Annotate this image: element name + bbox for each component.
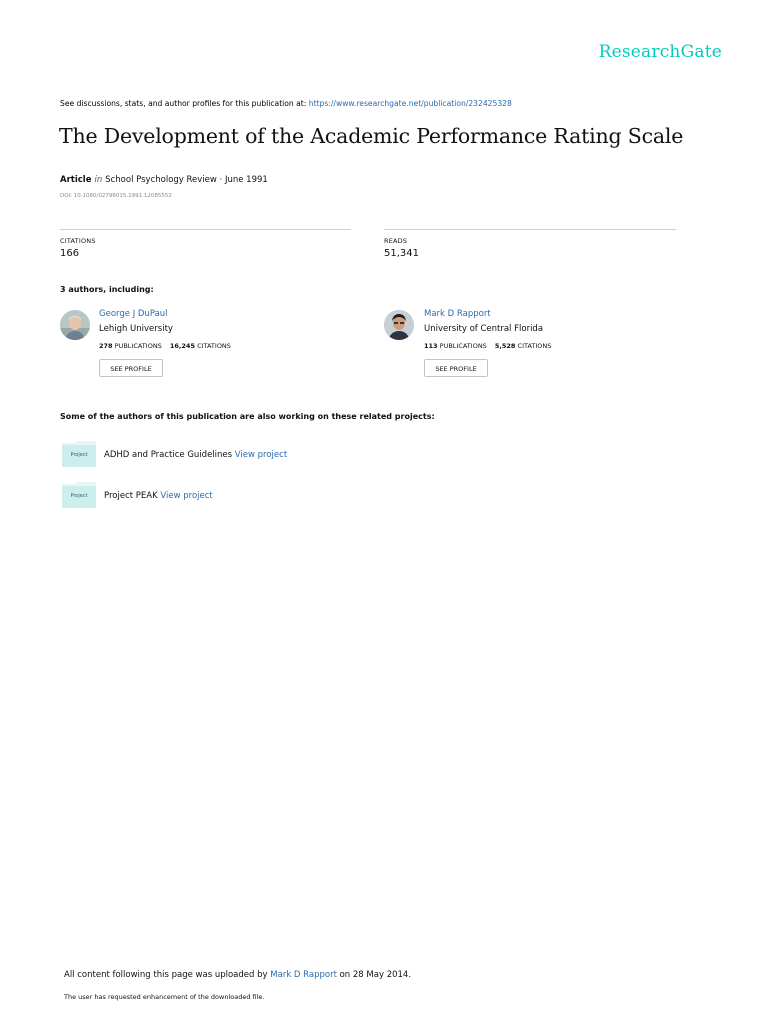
project-icon-label: Project [70, 452, 88, 458]
citations-value: 166 [60, 248, 80, 259]
author-institution: University of Central Florida [424, 324, 544, 334]
project-name: ADHD and Practice Guidelines [104, 450, 233, 460]
projects-heading: Some of the authors of this publication are also working on these related projects: [60, 412, 435, 421]
avatar-photo-icon [60, 310, 90, 340]
author-stats [99, 342, 231, 350]
journal-info: School Psychology Review · June 1991 [105, 175, 268, 185]
article-type: Article [60, 175, 92, 185]
doi: DOI: 10.1080/02796015.1991.12085552 [60, 193, 172, 199]
project-folder-icon [62, 482, 96, 508]
authors-heading: 3 authors, including: [60, 285, 154, 294]
in-label: in [94, 175, 103, 185]
divider-reads [384, 229, 676, 230]
reads-label: READS [384, 237, 408, 245]
author-citations-label: CITATIONS [517, 342, 552, 350]
view-project-link[interactable]: View project [160, 491, 213, 501]
view-project-link[interactable]: View project [234, 450, 288, 460]
avatar[interactable] [384, 310, 414, 340]
author-stats [424, 342, 551, 350]
author-citations-count: 5,528 [494, 342, 516, 350]
publications-label: PUBLICATIONS [114, 342, 162, 350]
reads-value: 51,341 [384, 248, 419, 259]
enhancement-note: The user has requested enhancement of the downloaded file. [64, 993, 265, 1001]
publications-label: PUBLICATIONS [439, 342, 487, 350]
author-institution: Lehigh University [99, 324, 173, 334]
see-profile-button[interactable]: SEE PROFILE [424, 359, 488, 377]
author-citations-label: CITATIONS [197, 342, 231, 350]
author-name-link[interactable]: George J DuPaul [99, 309, 168, 319]
avatar[interactable] [60, 310, 90, 340]
divider-citations [60, 229, 351, 230]
source-line [60, 99, 512, 108]
uploader-link[interactable]: Mark D Rapport [270, 970, 337, 980]
publications-count: 113 [424, 342, 438, 350]
author-name-link[interactable]: Mark D Rapport [424, 309, 491, 319]
project-name: Project PEAK [104, 491, 158, 501]
see-profile-button[interactable]: SEE PROFILE [99, 359, 163, 377]
researchgate-logo[interactable]: ResearchGate [598, 42, 722, 62]
project-item [104, 491, 213, 501]
source-prefix: See discussions, stats, and author profiles for this publication at: [60, 99, 307, 108]
publication-url-link[interactable]: https://www.researchgate.net/publication/232425328 [308, 99, 512, 108]
upload-suffix: on 28 May 2014. [339, 970, 412, 980]
project-folder-icon [62, 441, 96, 467]
project-icon-label: Project [70, 493, 88, 499]
avatar-photo-icon [384, 310, 414, 340]
project-item [104, 450, 287, 460]
upload-note [64, 970, 411, 980]
upload-prefix: All content following this page was uploaded by [64, 970, 268, 980]
publications-count: 278 [99, 342, 113, 350]
page-title: The Development of the Academic Performance Rating Scale [59, 124, 684, 148]
author-citations-count: 16,245 [169, 342, 195, 350]
citations-label: CITATIONS [60, 237, 96, 245]
article-meta [60, 175, 268, 185]
